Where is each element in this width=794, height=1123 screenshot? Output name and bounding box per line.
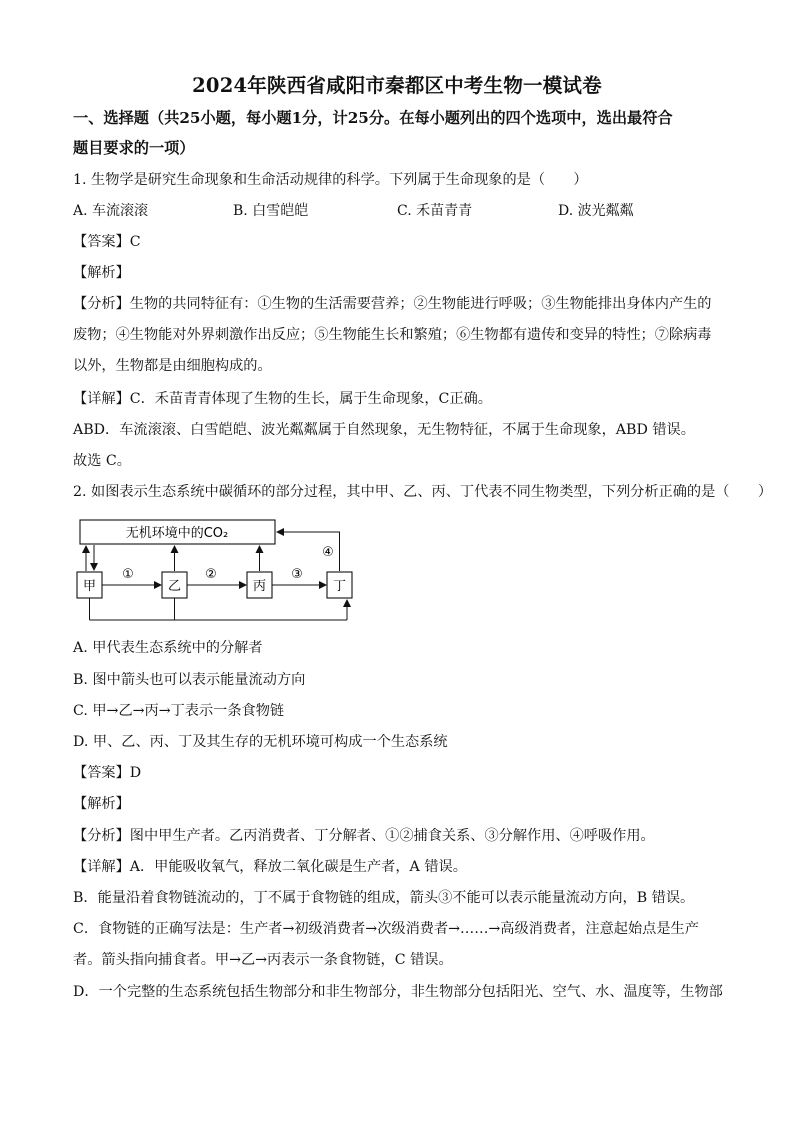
- carbon-cycle-diagram: [60, 512, 380, 632]
- q1-analysis-line3: 以外，生物都是由细胞构成的。: [73, 358, 272, 374]
- q2-detail-line2: B．能量沿着食物链流动的，丁不属于食物链的组成，箭头③不能可以表示能量流动方向，B 错误。: [73, 890, 695, 906]
- q2-option-d: D. 甲、乙、丙、丁及其生存的无机环境可构成一个生态系统: [73, 734, 448, 750]
- q2-option-b: B. 图中箭头也可以表示能量流动方向: [73, 672, 306, 688]
- q2-analysis: 【分析】图中甲生产者。乙丙消费者、丁分解者、①②捕食关系、③分解作用、④呼吸作用。: [73, 828, 655, 844]
- q2-jiexi-label: 【解析】: [73, 796, 130, 812]
- node-bing-label: 丙: [252, 579, 267, 594]
- arrow-label-3: ③: [291, 567, 303, 582]
- page-title: 2024年陕西省咸阳市秦都区中考生物一模试卷: [192, 74, 602, 97]
- q2-detail-line4: 者。箭头指向捕食者。甲→乙→丙表示一条食物链，C 错误。: [73, 952, 453, 968]
- q1-option-a: A. 车流滚滚: [73, 203, 149, 219]
- arrow-label-1: ①: [122, 567, 134, 582]
- q1-detail-line3: 故选 C。: [73, 453, 131, 469]
- q1-jiexi-label: 【解析】: [73, 265, 130, 281]
- arrow-label-2: ②: [205, 567, 217, 582]
- q2-detail-line3: C．食物链的正确写法是：生产者→初级消费者→次级消费者→……→高级消费者，注意起始点是生产: [73, 921, 699, 937]
- q2-detail-line1: 【详解】A．甲能吸收氧气，释放二氧化碳是生产者，A 错误。: [73, 859, 467, 875]
- arrow-label-4: ④: [322, 545, 334, 560]
- q1-option-c: C. 禾苗青青: [397, 203, 473, 219]
- q1-detail-line2: ABD．车流滚滚、白雪皑皑、波光粼粼属于自然现象，无生物特征，不属于生命现象，ABD 错误。: [73, 422, 695, 438]
- q2-option-c: C. 甲→乙→丙→丁表示一条食物链: [73, 703, 285, 719]
- q1-option-d: D. 波光粼粼: [558, 203, 634, 219]
- q2-detail-line5: D．一个完整的生态系统包括生物部分和非生物部分，非生物部分包括阳光、空气、水、温度等，生物部: [73, 984, 723, 1000]
- q2-stem: 2. 如图表示生态系统中碳循环的部分过程，其中甲、乙、丙、丁代表不同生物类型，下列分析正确的是（ ）: [73, 484, 773, 500]
- q1-option-b: B. 白雪皑皑: [233, 203, 309, 219]
- node-jia-label: 甲: [82, 579, 97, 594]
- q1-analysis-line1: 【分析】生物的共同特征有：①生物的生活需要营养；②生物能进行呼吸；③生物能排出身体内产生的: [73, 296, 712, 312]
- node-ding-label: 丁: [332, 579, 347, 594]
- q2-option-a: A. 甲代表生态系统中的分解者: [73, 640, 263, 656]
- node-yi-label: 乙: [167, 579, 182, 594]
- section-header-line2: 题目要求的一项）: [73, 139, 195, 157]
- q1-detail-line1: 【详解】C．禾苗青青体现了生物的生长，属于生命现象，C正确。: [73, 391, 492, 407]
- co2-environment-label: 无机环境中的CO₂: [125, 526, 229, 541]
- q1-answer: 【答案】C: [73, 234, 141, 250]
- q2-answer: 【答案】D: [73, 765, 142, 781]
- q1-analysis-line2: 废物；④生物能对外界刺激作出反应；⑤生物能生长和繁殖；⑥生物都有遗传和变异的特性；⑦除病毒: [73, 327, 712, 343]
- q1-stem: 1. 生物学是研究生命现象和生命活动规律的科学。下列属于生命现象的是（ ）: [73, 172, 588, 188]
- section-header-line1: 一、选择题（共25小题，每小题1分，计25分。在每小题列出的四个选项中，选出最符合: [73, 109, 673, 127]
